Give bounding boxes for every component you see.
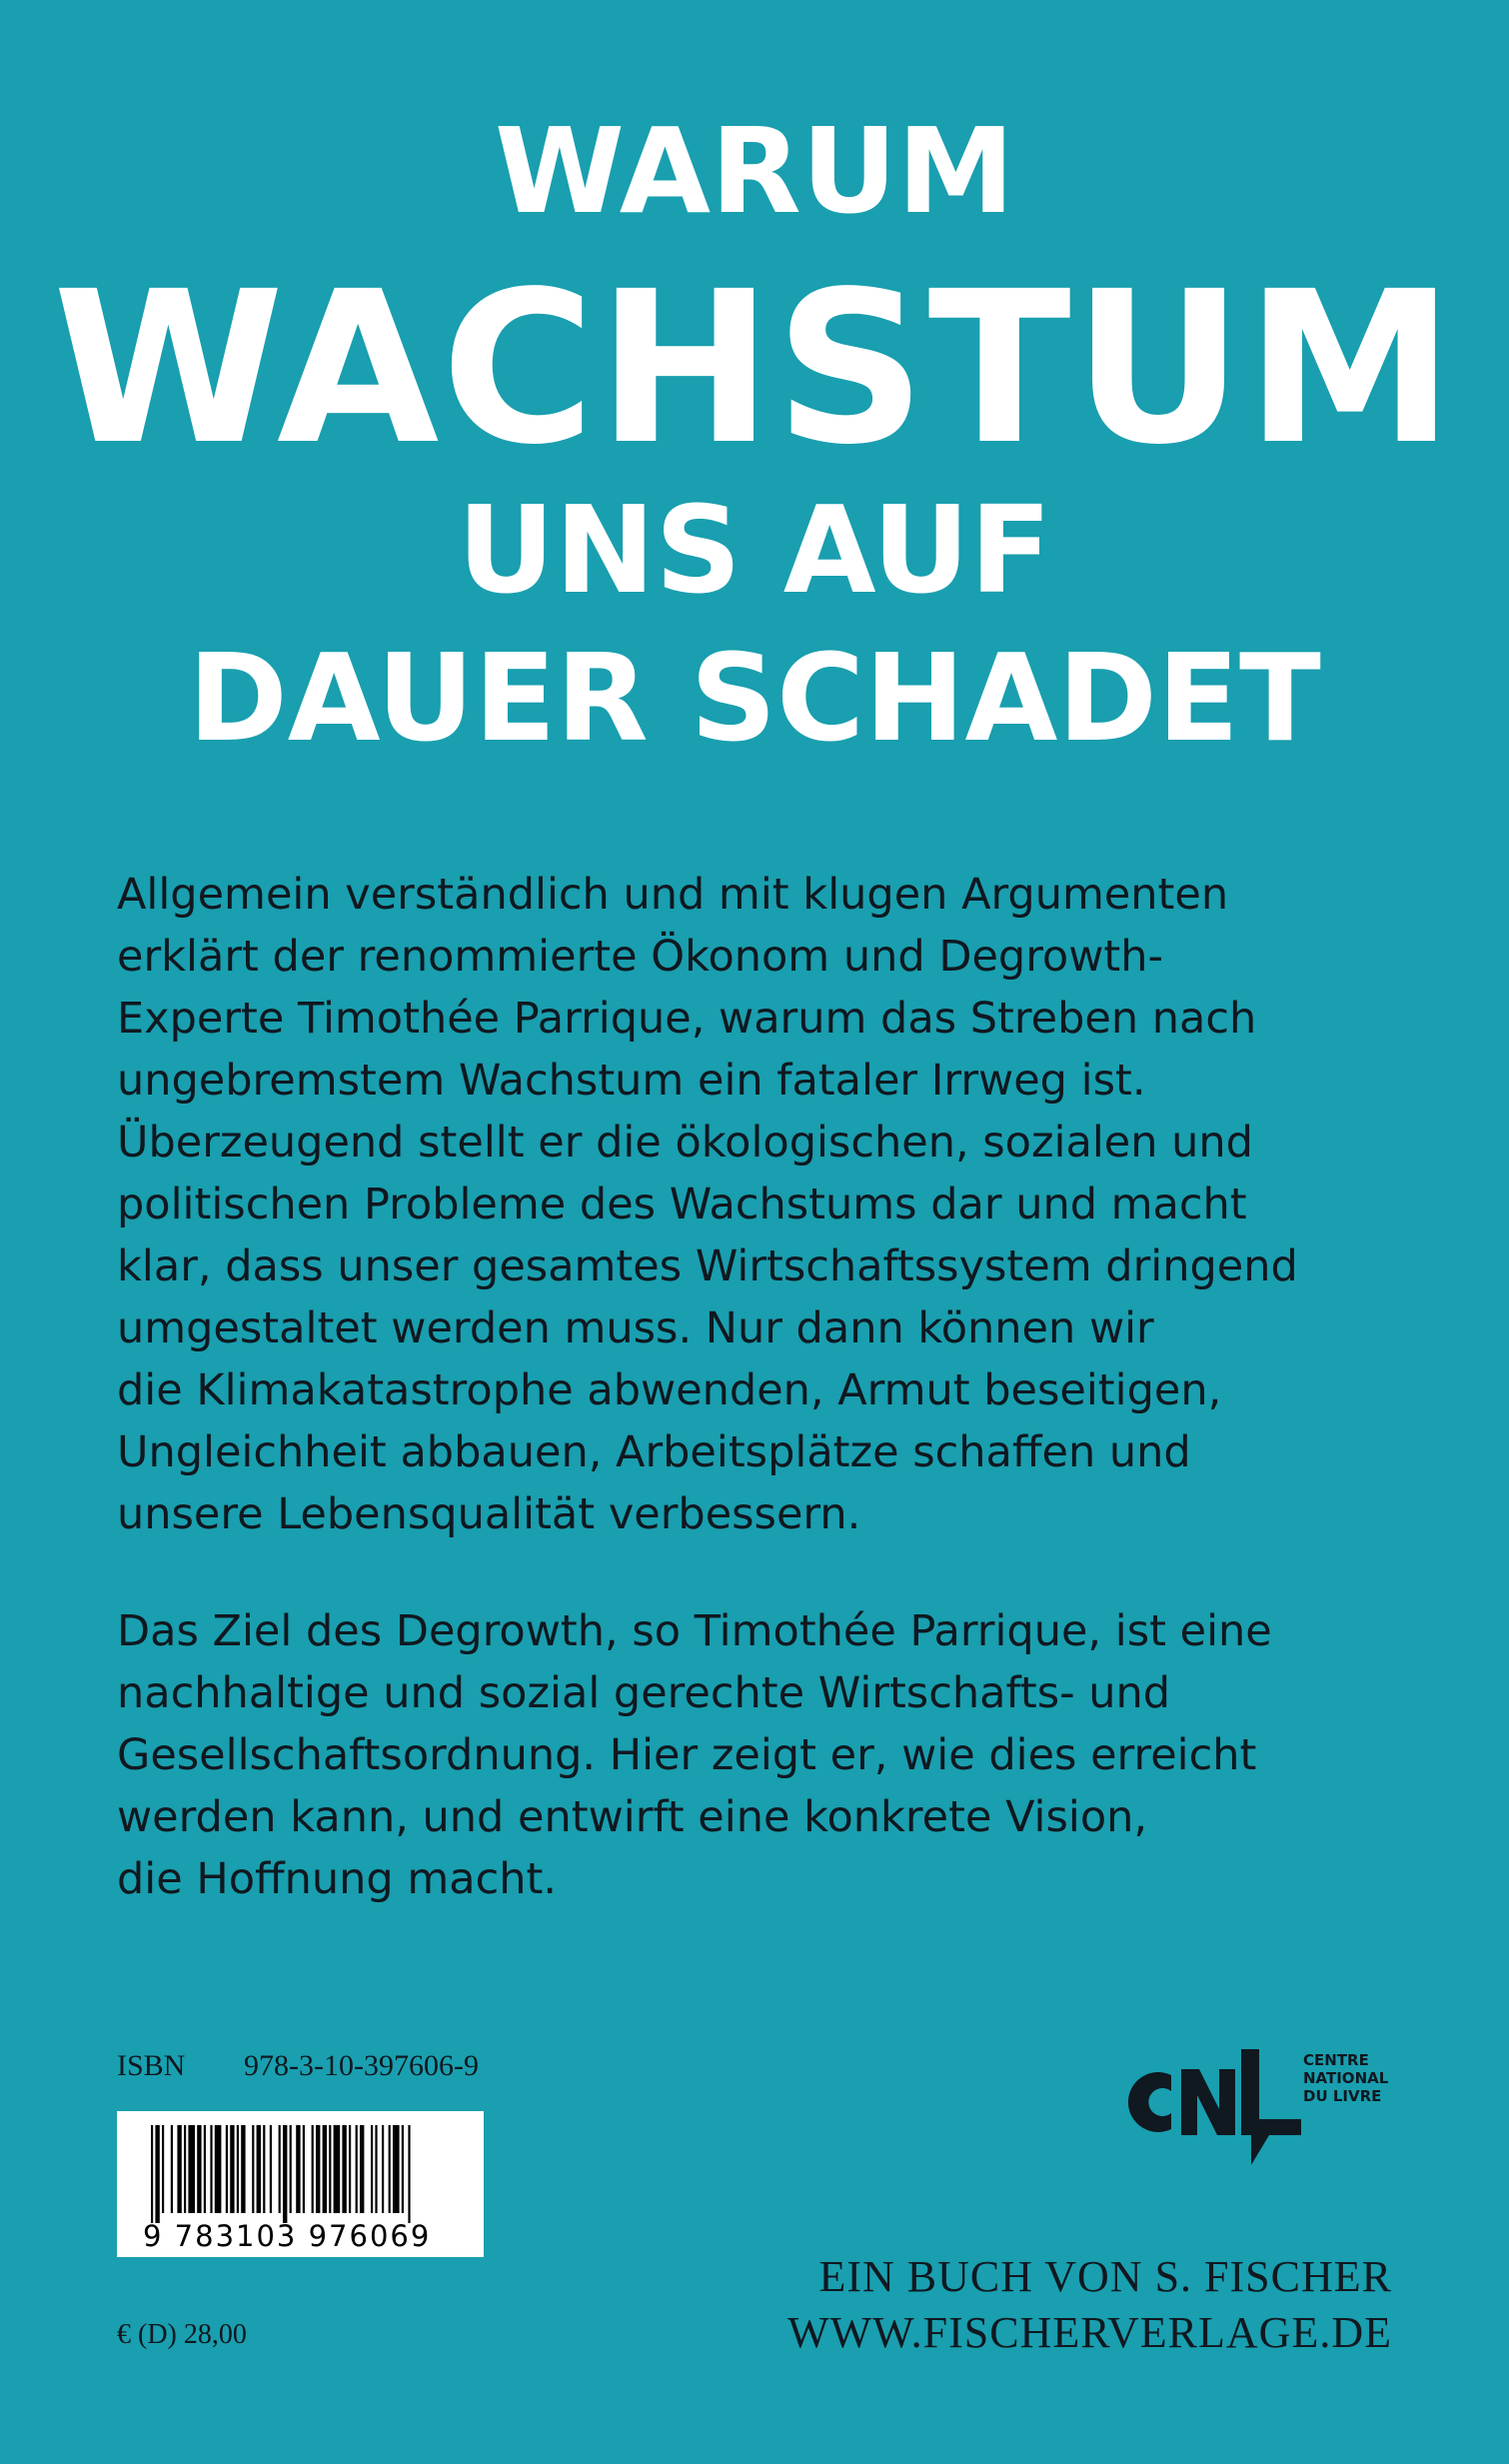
- blurb-line: Überzeugend stellt er die ökologischen, sozialen und: [117, 1118, 1253, 1168]
- barcode-bar: [334, 2125, 341, 2213]
- barcode-bar: [263, 2125, 265, 2213]
- barcode-bar: [349, 2125, 351, 2213]
- barcode-bar: [197, 2125, 201, 2213]
- barcode: [117, 2111, 484, 2257]
- blurb-line: die Hoffnung macht.: [117, 1854, 558, 1904]
- barcode-bar: [230, 2125, 234, 2213]
- barcode-bar: [389, 2125, 391, 2213]
- barcode-bar: [323, 2125, 327, 2213]
- barcode-digits: 9 783103 976069: [143, 2219, 432, 2253]
- blurb-line: klar, dass unser gesamtes Wirtschaftssystem dringend: [117, 1241, 1298, 1291]
- barcode-bar: [303, 2125, 305, 2213]
- barcode-bar: [360, 2125, 364, 2213]
- title-line-4: DAUER SCHADET: [188, 630, 1321, 769]
- blurb-line: erklärt der renommierte Ökonom und Degrowth-: [117, 932, 1164, 982]
- barcode-bar: [270, 2125, 272, 2213]
- publisher-website: WWW.FISCHERVERLAGE.DE: [787, 2308, 1392, 2357]
- cnl-text-line: DU LIVRE: [1303, 2087, 1382, 2105]
- barcode-bar: [241, 2125, 245, 2213]
- cnl-text-line: CENTRE: [1303, 2051, 1369, 2069]
- barcode-bar: [204, 2125, 206, 2213]
- title-line-1: WARUM: [494, 102, 1015, 240]
- barcode-bar: [252, 2125, 254, 2213]
- barcode-bar: [402, 2125, 404, 2213]
- barcode-bar: [408, 2125, 410, 2223]
- cnl-logo: [1111, 2037, 1421, 2167]
- cnl-logo-text: [1303, 2051, 1413, 2105]
- barcode-bar: [312, 2125, 314, 2213]
- publisher-info: [787, 2249, 1392, 2361]
- barcode-bar: [171, 2125, 173, 2213]
- blurb-line: Gesellschaftsordnung. Hier zeigt er, wie dies erreicht: [117, 1730, 1257, 1780]
- barcode-bar: [342, 2125, 346, 2213]
- blurb-line: politischen Probleme des Wachstums dar und macht: [117, 1180, 1247, 1230]
- barcode-bar: [226, 2125, 228, 2213]
- barcode-bar: [329, 2125, 331, 2213]
- blurb-paragraph-1: [117, 864, 1406, 1545]
- blurb-line: Ungleichheit abbauen, Arbeitsplätze schaffen und: [117, 1427, 1191, 1477]
- isbn-number: 978-3-10-397606-9: [244, 2049, 479, 2082]
- blurb-line: Das Ziel des Degrowth, so Timothée Parrique, ist eine: [117, 1606, 1272, 1656]
- barcode-bar: [151, 2125, 153, 2223]
- barcode-bar: [257, 2125, 261, 2213]
- barcode-bar: [188, 2125, 195, 2213]
- barcode-bar: [155, 2125, 159, 2223]
- blurb-line: Allgemein verständlich und mit klugen Argumenten: [117, 870, 1229, 920]
- barcode-bar: [290, 2125, 292, 2213]
- barcode-bar: [215, 2125, 222, 2213]
- price: € (D) 28,00: [117, 2319, 247, 2350]
- cnl-logo-letters: [1111, 2037, 1311, 2167]
- blurb-line: Experte Timothée Parrique, warum das Streben nach: [117, 994, 1257, 1044]
- barcode-bar: [162, 2125, 164, 2213]
- barcode-bar: [296, 2125, 300, 2213]
- barcode-bar: [356, 2125, 358, 2213]
- blurb-line: werden kann, und entwirft eine konkrete Vision,: [117, 1792, 1148, 1842]
- cnl-text-line: NATIONAL: [1303, 2069, 1389, 2087]
- publisher-line: EIN BUCH VON S. FISCHER: [818, 2252, 1392, 2301]
- barcode-bar: [279, 2125, 281, 2213]
- blurb-line: umgestaltet werden muss. Nur dann können wir: [117, 1303, 1154, 1353]
- blurb-line: ungebremstem Wachstum ein fataler Irrweg ist.: [117, 1056, 1146, 1106]
- isbn-label: ISBN: [117, 2049, 186, 2082]
- title-line-3: UNS AUF: [457, 482, 1052, 621]
- barcode-bar: [316, 2125, 320, 2213]
- barcode-bar: [371, 2125, 373, 2213]
- title-line-2: WACHSTUM: [52, 246, 1457, 491]
- blurb-paragraph-2: [117, 1600, 1406, 1910]
- barcode-bar: [210, 2125, 212, 2213]
- blurb-line: nachhaltige und sozial gerechte Wirtschafts- und: [117, 1668, 1171, 1718]
- barcode-bar: [184, 2125, 186, 2213]
- barcode-bar: [382, 2125, 384, 2213]
- barcode-bar: [283, 2125, 287, 2223]
- barcode-bar: [375, 2125, 377, 2213]
- barcode-bar: [237, 2125, 239, 2213]
- blurb-line: unsere Lebensqualität verbessern.: [117, 1489, 861, 1539]
- barcode-bar: [393, 2125, 400, 2213]
- blurb-line: die Klimakatastrophe abwenden, Armut beseitigen,: [117, 1365, 1222, 1415]
- barcode-bar: [177, 2125, 181, 2213]
